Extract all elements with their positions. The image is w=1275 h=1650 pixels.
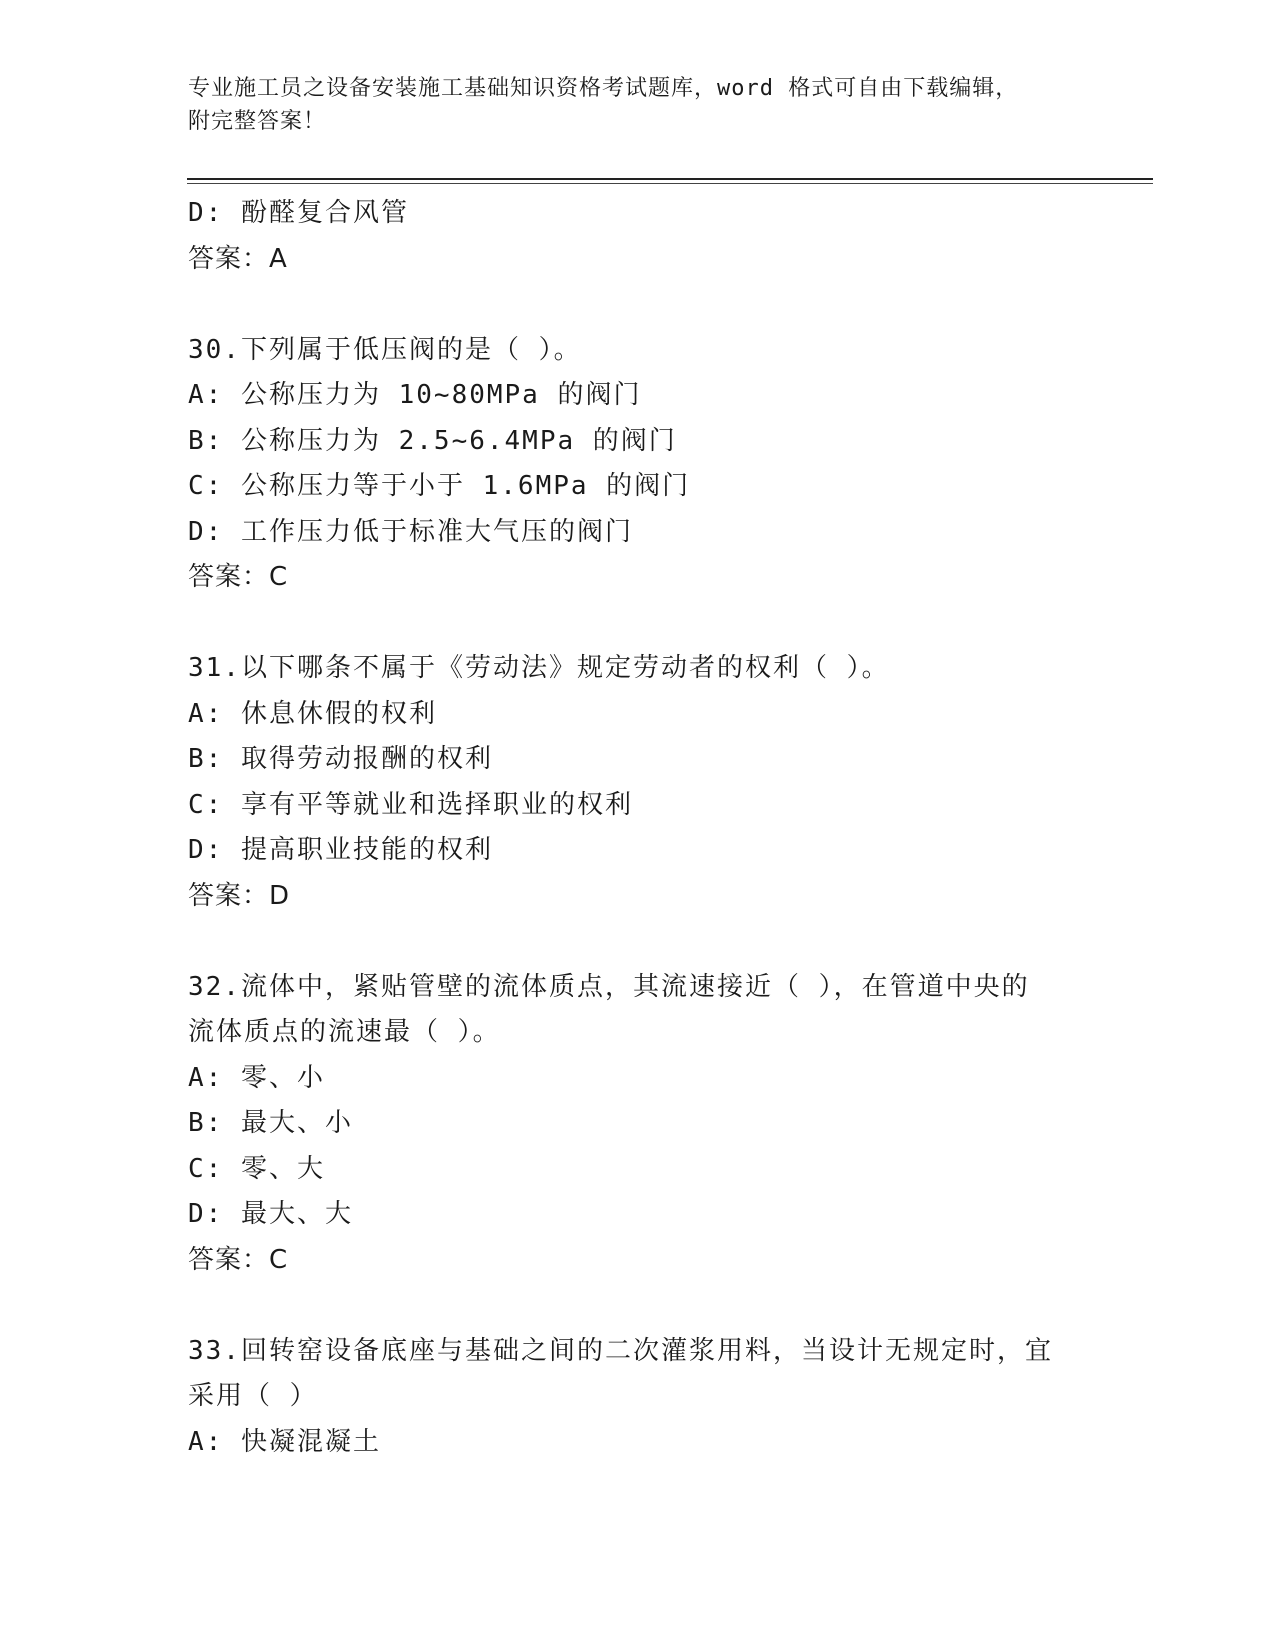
answer: 答案：C <box>188 562 289 592</box>
option-c: C: 公称压力等于小于 1.6MPa 的阀门 <box>188 471 691 501</box>
question-content <box>188 191 1088 1465</box>
question-stem-line-2: 流体质点的流速最（ ）。 <box>188 1017 501 1047</box>
spacer <box>188 1283 1088 1329</box>
option-a: A: 快凝混凝土 <box>188 1426 381 1457</box>
answer: 答案：C <box>188 1244 289 1275</box>
option-d: D: 最大、大 <box>188 1199 353 1229</box>
option-c: C: 享有平等就业和选择职业的权利 <box>188 789 633 820</box>
option-b: B: 最大、小 <box>188 1108 353 1138</box>
question-stem: 31.以下哪条不属于《劳动法》规定劳动者的权利（ ）。 <box>188 653 890 683</box>
option-a: A: 休息休假的权利 <box>188 698 437 729</box>
prev-answer: 答案：A <box>188 243 288 274</box>
question-33 <box>188 1329 1088 1466</box>
option-d: D: 提高职业技能的权利 <box>188 835 493 865</box>
option-b: B: 取得劳动报酬的权利 <box>188 744 493 774</box>
spacer <box>188 282 1088 328</box>
header-line-1: 专业施工员之设备安装施工基础知识资格考试题库，word 格式可自由下载编辑， <box>188 76 1019 101</box>
option-a: A: 公称压力为 10~80MPa 的阀门 <box>188 380 642 410</box>
prev-option-d: D: 酚醛复合风管 <box>188 198 409 228</box>
header-line-2: 附完整答案！ <box>188 109 327 134</box>
question-stem-line-1: 33.回转窑设备底座与基础之间的二次灌浆用料，当设计无规定时，宜 <box>188 1335 1053 1366</box>
option-a: A: 零、小 <box>188 1062 325 1093</box>
page-header <box>188 72 1068 138</box>
spacer <box>188 601 1088 647</box>
question-30 <box>188 328 1088 601</box>
header-divider-thin <box>187 183 1153 184</box>
question-stem-line-2: 采用（ ） <box>188 1381 318 1411</box>
option-b: B: 公称压力为 2.5~6.4MPa 的阀门 <box>188 425 677 456</box>
option-d: D: 工作压力低于标准大气压的阀门 <box>188 516 633 547</box>
question-stem: 30.下列属于低压阀的是（ ）。 <box>188 334 582 365</box>
header-divider-thick <box>187 178 1153 180</box>
question-stem-line-1: 32.流体中，紧贴管壁的流体质点，其流速接近（ ），在管道中央的 <box>188 971 1030 1002</box>
spacer <box>188 919 1088 965</box>
option-c: C: 零、大 <box>188 1153 325 1184</box>
question-32 <box>188 965 1088 1284</box>
question-31 <box>188 646 1088 919</box>
answer: 答案：D <box>188 880 291 911</box>
